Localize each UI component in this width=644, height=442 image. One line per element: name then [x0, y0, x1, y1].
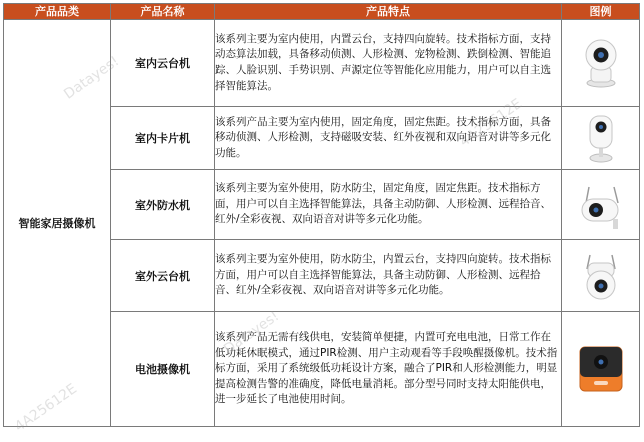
product-image-cell: [562, 107, 640, 170]
product-features-cell: 该系列产品主要为室内使用，固定角度，固定焦距。技术指标方面，具备移动侦测、人形检测，支持磁吸安装、红外夜视和双向语音对讲等多元化功能。: [215, 107, 562, 170]
indoor-pan-tilt-camera-icon: [581, 37, 621, 89]
header-product-name: 产品名称: [111, 4, 215, 20]
watermark: Datayes!: [221, 308, 283, 358]
product-image-cell: [562, 312, 640, 427]
watermark: 4A25612E: [456, 95, 525, 151]
watermark: 4A25612E: [11, 380, 80, 436]
outdoor-pan-tilt-camera-icon: [578, 249, 624, 303]
product-image-cell: [562, 240, 640, 312]
product-image-cell: [562, 20, 640, 107]
product-name-cell: 室外防水机: [111, 170, 215, 240]
watermark: Datayes!: [61, 53, 123, 103]
header-features: 产品特点: [215, 4, 562, 20]
product-image-cell: [562, 170, 640, 240]
header-category: 产品品类: [4, 4, 111, 20]
category-cell: 智能家居摄像机: [4, 20, 111, 427]
product-name-cell: 电池摄像机: [111, 312, 215, 427]
indoor-card-camera-icon: [586, 113, 616, 163]
battery-camera-icon: [574, 341, 628, 397]
product-name-cell: 室内云台机: [111, 20, 215, 107]
table-header-row: [4, 4, 640, 20]
product-features-cell: 该系列主要为室外使用，防水防尘，内置云台，支持四向旋转。技术指标方面，用户可以自主选择智能算法，具备主动防御、人形检测、远程拾音、红外/全彩夜视、双向语音对讲等多元化功能。: [215, 240, 562, 312]
product-features-cell: 该系列产品无需有线供电，安装简单便捷，内置可充电电池，日常工作在低功耗休眠模式，通过PIR检测、用户主动观看等手段唤醒摄像机。技术指标方面，采用了系统级低功耗设计方案，融合了PIR和人形检测能力，明显提高检测告警的准确度，降低电量消耗。部分型号同时支持太阳能供电，进一步延长了电池使用时间。: [215, 312, 562, 427]
product-features-cell: 该系列主要为室外使用，防水防尘，固定角度，固定焦距。技术指标方面，用户可以自主选择智能算法，具备主动防御、人形检测、远程拾音、红外/全彩夜视、双向语音对讲等多元化功能。: [215, 170, 562, 240]
header-illustration: 图例: [562, 4, 640, 20]
outdoor-waterproof-camera-icon: [576, 179, 626, 231]
product-table: [3, 3, 640, 427]
product-features-cell: 该系列主要为室内使用，内置云台，支持四向旋转。技术指标方面，支持动态算法加载，具备移动侦测、人形检测、宠物检测、跌倒检测、智能追踪、人脸识别、手势识别、声源定位等智能化应用能力，用户可以自主选择智能算法。: [215, 20, 562, 107]
table-row: [4, 20, 640, 107]
product-name-cell: 室内卡片机: [111, 107, 215, 170]
product-name-cell: 室外云台机: [111, 240, 215, 312]
